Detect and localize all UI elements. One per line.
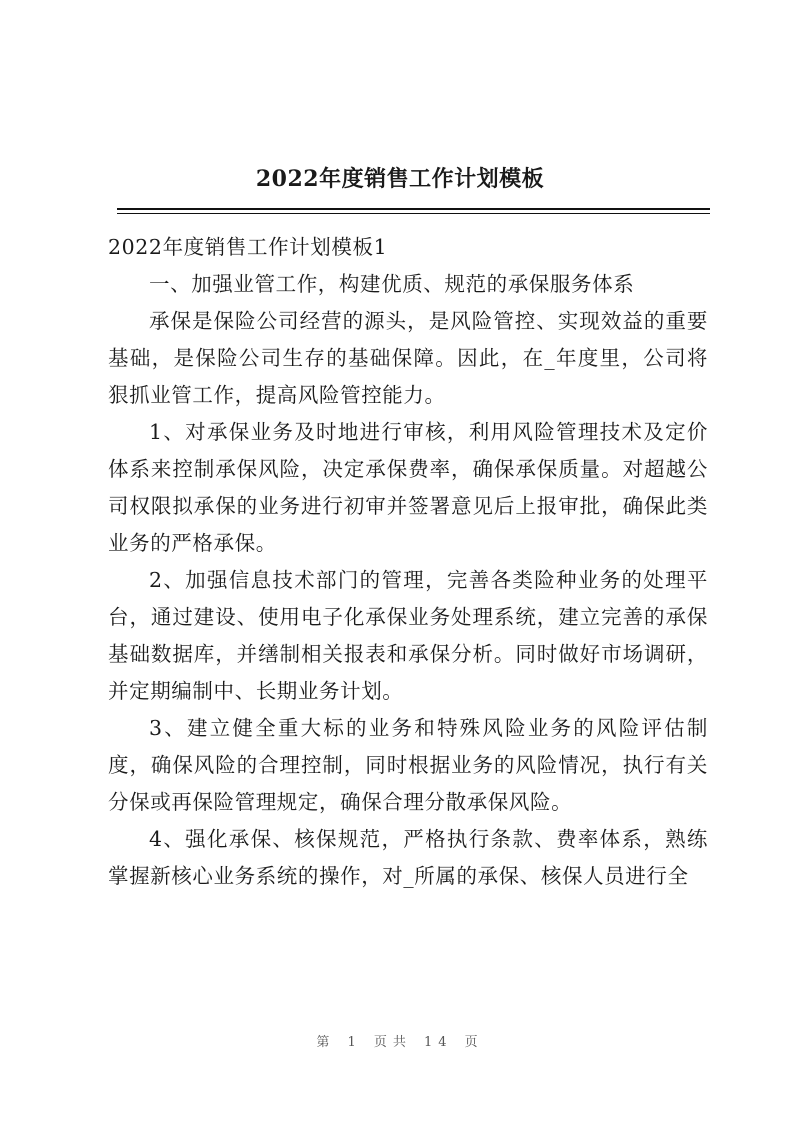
document-title: 2022年度销售工作计划模板 <box>255 166 545 192</box>
section-heading: 一、加强业管工作，构建优质、规范的承保服务体系 <box>149 272 635 296</box>
title-divider-thick <box>117 208 710 210</box>
title-divider-thin <box>117 213 710 214</box>
paragraph: 2、加强信息技术部门的管理，完善各类险种业务的处理平台，通过建设、使用电子化承保业务处理系统，建立完善的承保基础数据库，并缮制相关报表和承保分析。同时做好市场调研，并定期编制中、长期业务计划。 <box>108 568 708 703</box>
document-body <box>108 229 708 895</box>
paragraph: 1、对承保业务及时地进行审核，利用风险管理技术及定价体系来控制承保风险，决定承保费率，确保承保质量。对超越公司权限拟承保的业务进行初审并签署意见后上报审批，确保此类业务的严格承保。 <box>108 420 708 555</box>
paragraph: 承保是保险公司经营的源头，是风险管控、实现效益的重要基础，是保险公司生存的基础保障。因此，在_年度里，公司将狠抓业管工作，提高风险管控能力。 <box>108 309 708 407</box>
page-number-footer: 第 1 页共 14 页 <box>316 1035 484 1050</box>
paragraph: 3、建立健全重大标的业务和特殊风险业务的风险评估制度，确保风险的合理控制，同时根据业务的风险情况，执行有关分保或再保险管理规定，确保合理分散承保风险。 <box>108 716 708 814</box>
paragraph: 4、强化承保、核保规范，严格执行条款、费率体系，熟练掌握新核心业务系统的操作，对_所属的承保、核保人员进行全 <box>108 827 708 888</box>
document-subtitle: 2022年度销售工作计划模板1 <box>108 235 388 259</box>
